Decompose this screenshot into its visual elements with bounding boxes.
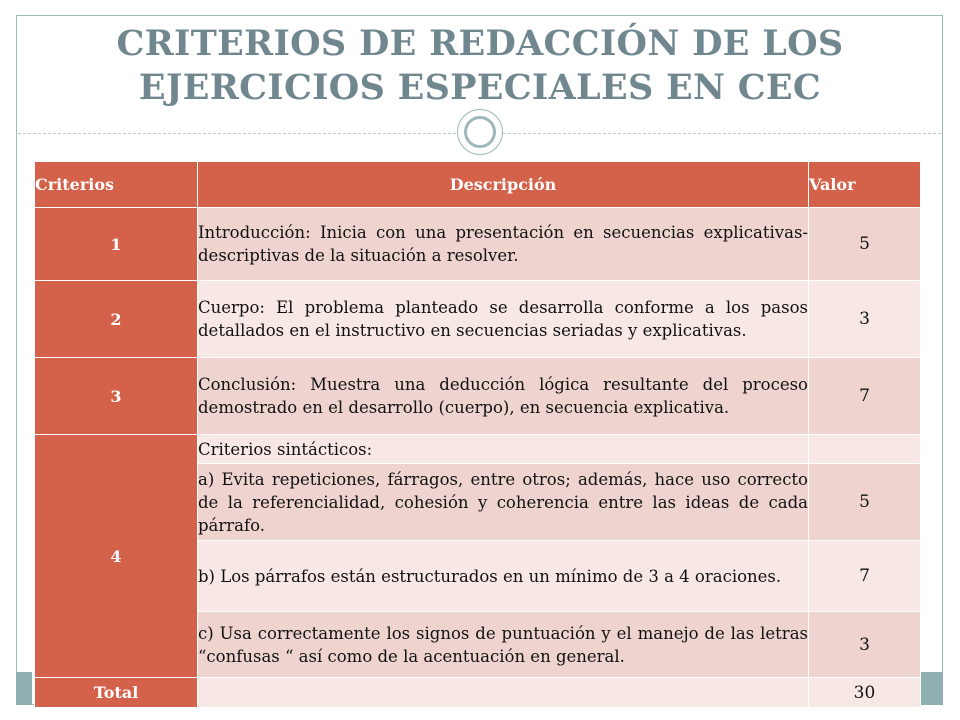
criteria-description: Introducción: Inicia con una presentación en secuencias explicativas-descriptivas de la situación a resolver.	[198, 208, 809, 281]
header-description: Descripción	[198, 162, 809, 208]
criteria-value: 7	[809, 541, 921, 612]
criteria-subheading: Criterios sintácticos:	[198, 435, 809, 464]
header-criteria: Criterios	[35, 162, 198, 208]
table-header-row	[35, 162, 921, 208]
total-value: 30	[809, 678, 921, 708]
criteria-table	[34, 161, 921, 708]
criteria-description: Conclusión: Muestra una deducción lógica resultante del proceso demostrado en el desarrollo (cuerpo), en secuencia explicativa.	[198, 358, 809, 435]
criteria-description: b) Los párrafos están estructurados en un mínimo de 3 a 4 oraciones.	[198, 541, 809, 612]
criteria-value: 3	[809, 281, 921, 358]
criteria-description: Cuerpo: El problema planteado se desarrolla conforme a los pasos detallados en el instructivo en secuencias seriadas y explicativas.	[198, 281, 809, 358]
title-line-1: CRITERIOS DE REDACCIÓN DE LOS	[116, 23, 844, 64]
table-row	[35, 281, 921, 358]
circle-ornament-inner	[464, 116, 496, 148]
decorative-bar-left	[16, 672, 32, 705]
title-line-2: EJERCICIOS ESPECIALES EN CEC	[138, 67, 822, 108]
criteria-value: 5	[809, 208, 921, 281]
criteria-description: c) Usa correctamente los signos de puntuación y el manejo de las letras “confusas “ así como de la acentuación en general.	[198, 612, 809, 678]
criteria-value: 5	[809, 464, 921, 541]
criteria-value-empty	[809, 435, 921, 464]
table-row	[35, 358, 921, 435]
criteria-number: 2	[35, 281, 198, 358]
criteria-number: 1	[35, 208, 198, 281]
header-value: Valor	[809, 162, 921, 208]
circle-ornament-icon	[457, 109, 503, 155]
criteria-value: 3	[809, 612, 921, 678]
criteria-number: 3	[35, 358, 198, 435]
criteria-value: 7	[809, 358, 921, 435]
criteria-description: a) Evita repeticiones, fárragos, entre otros; además, hace uso correcto de la referencialidad, cohesión y coherencia entre las ideas de cada párrafo.	[198, 464, 809, 541]
decorative-bar-right	[920, 672, 943, 705]
criteria-number: 4	[35, 435, 198, 678]
total-spacer	[198, 678, 809, 708]
slide-title	[40, 22, 920, 110]
total-row	[35, 678, 921, 708]
table-row	[35, 435, 921, 464]
table-row	[35, 208, 921, 281]
total-label: Total	[35, 678, 198, 708]
